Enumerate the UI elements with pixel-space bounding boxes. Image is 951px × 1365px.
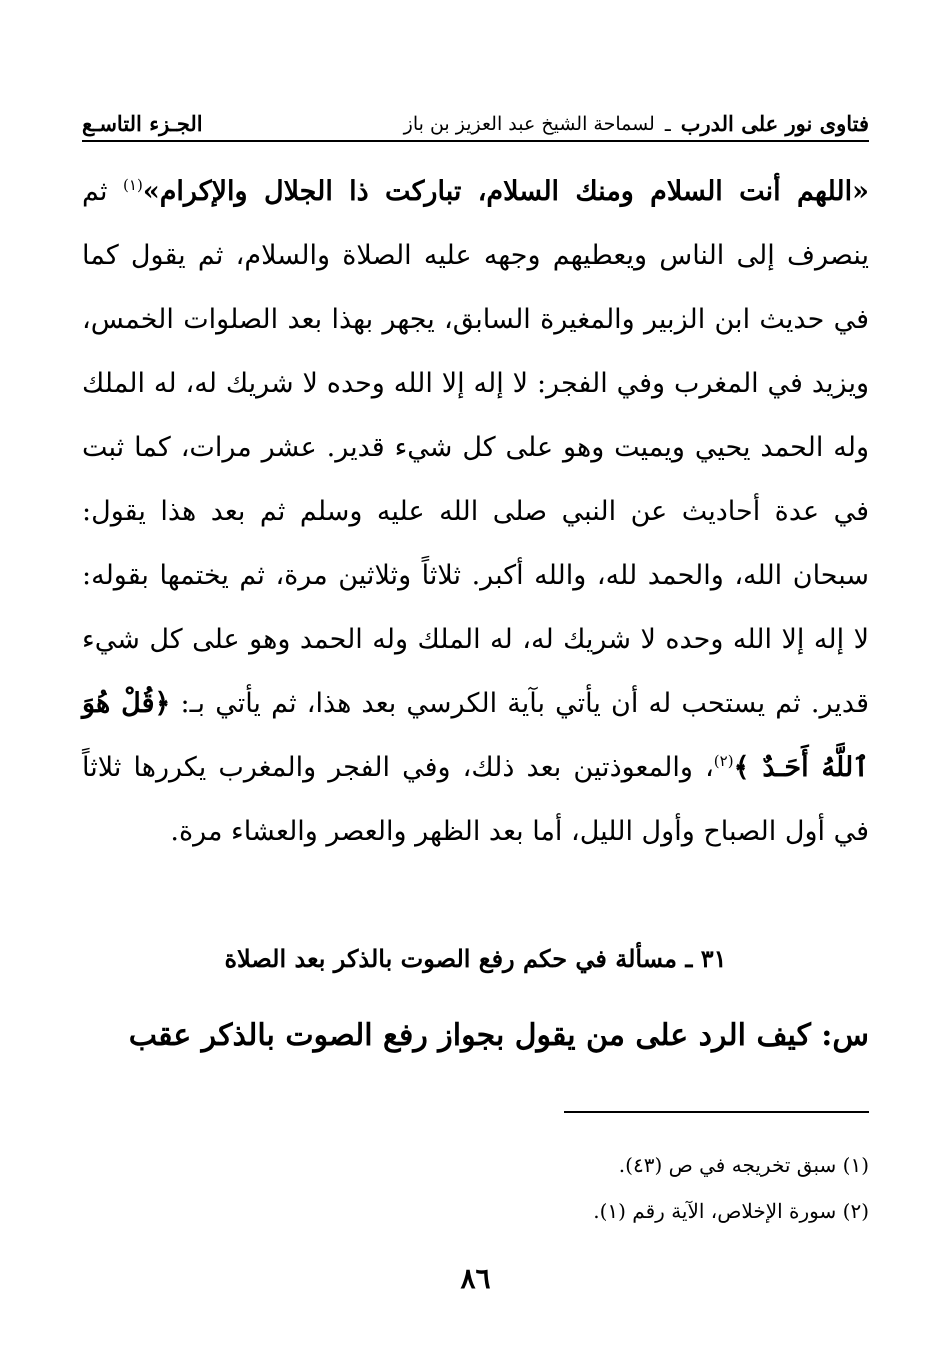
paragraph-text-2: ، والمعوذتين بعد ذلك، وفي الفجر والمغرب يكررها ثلاثاً في أول الصباح وأول الليل، أما بعد الظهر والعصر والعشاء مرة. xyxy=(82,752,869,847)
header-left xyxy=(82,111,203,136)
footnote-2: (٢) سورة الإخلاص، الآية رقم (١). xyxy=(593,1199,869,1223)
header-right xyxy=(404,111,869,136)
footnote-ref-2: (٢) xyxy=(713,752,734,770)
header-dash: ـ xyxy=(664,111,671,136)
question-text: س: كيف الرد على من يقول بجواز رفع الصوت بالذكر عقب xyxy=(128,1018,869,1053)
footnote-1: (١) سبق تخريجه في ص (٤٣). xyxy=(618,1153,869,1177)
paragraph xyxy=(82,160,869,864)
footnotes xyxy=(82,1142,869,1234)
section-title: ٣١ ـ مسألة في حكم رفع الصوت بالذكر بعد الصلاة xyxy=(224,944,727,973)
footnote-ref-1: (١) xyxy=(123,176,143,194)
main-text xyxy=(82,160,869,864)
author-name: لسماحة الشيخ عبد العزيز بن باز xyxy=(403,112,655,135)
volume-label: الجـزء التاسـع xyxy=(82,111,203,136)
book-title: فتاوى نور على الدرب xyxy=(680,111,869,136)
running-header xyxy=(82,102,869,142)
dua-quote: «اللهم أنت السلام ومنك السلام، تبارکت ذا الجلال والإکرام» xyxy=(142,176,869,207)
page-number: ٨٦ xyxy=(460,1262,491,1295)
paragraph-text-1: ثم ينصرف إلى الناس ويعطيهم وجهه عليه الصلاة والسلام، ثم يقول كما في حديث ابن الزبير والمغيرة السابق، يجهر بهذا بعد الصلوات الخمس، ويزيد في المغرب وفي الفجر: لا إله إلا الله وحده لا شريك له، له الملك وله الحمد يحيي ويميت وهو على كل شيء قدير. عشر مرات، كما ثبت في عدة أحاديث عن النبي صلى الله عليه وسلم ثم بعد هذا يقول: سبحان الله، والحمد لله، والله أكبر. ثلاثاً وثلاثين مرة، ثم يختمها بقوله: لا إله إلا الله وحده لا شريك له، له الملك وله الحمد وهو على كل شيء قدير. ثم يستحب له أن يأتي بآية الكرسي بعد هذا، ثم يأتي بـ: xyxy=(82,176,869,719)
footnote-divider xyxy=(564,1111,869,1113)
quran-ayah: ﴿قُلْ هُوَ ٱللَّهُ أَحَـدٌ ﴾ xyxy=(82,688,869,783)
